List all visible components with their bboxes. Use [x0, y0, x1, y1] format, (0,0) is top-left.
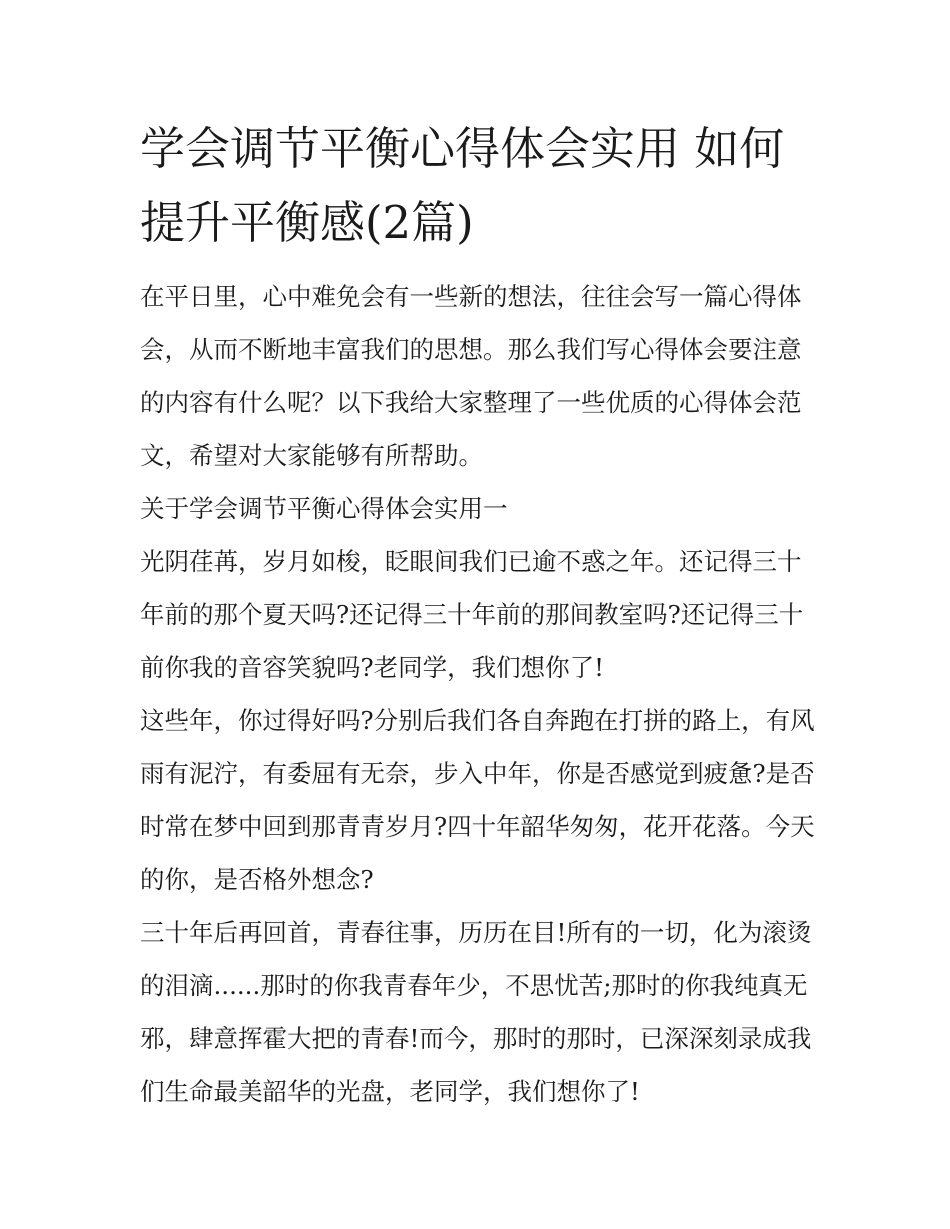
document-title: 学会调节平衡心得体会实用 如何提升平衡感(2篇): [140, 122, 785, 249]
section-heading: 关于学会调节平衡心得体会实用一: [140, 494, 508, 523]
body-paragraph-3: 三十年后再回首，青春往事，历历在目!所有的一切，化为滚烫的泪滴......那时的你我青春年少，不思忧苦;那时的你我纯真无邪，肆意挥霍大把的青春!而今，那时的那时，已深深刻录成我们生命最美韶华的光盘，老同学，我们想你了!: [140, 918, 812, 1106]
intro-paragraph: 在平日里，心中难免会有一些新的想法，往往会写一篇心得体会，从而不断地丰富我们的思想。那么我们写心得体会要注意的内容有什么呢？以下我给大家整理了一些优质的心得体会范文，希望对大家能够有所帮助。: [140, 282, 802, 470]
body-paragraph-2: 这些年，你过得好吗?分别后我们各自奔跑在打拼的路上，有风雨有泥泞，有委屈有无奈，步入中年，你是否感觉到疲惫?是否时常在梦中回到那青青岁月?四十年韶华匆匆，花开花落。今天的你，是否格外想念?: [140, 706, 815, 894]
body-paragraph-1: 光阴荏苒，岁月如梭，眨眼间我们已逾不惑之年。还记得三十年前的那个夏天吗?还记得三十年前的那间教室吗?还记得三十前你我的音容笑貌吗?老同学，我们想你了!: [140, 547, 804, 682]
document-page: [140, 112, 820, 1118]
